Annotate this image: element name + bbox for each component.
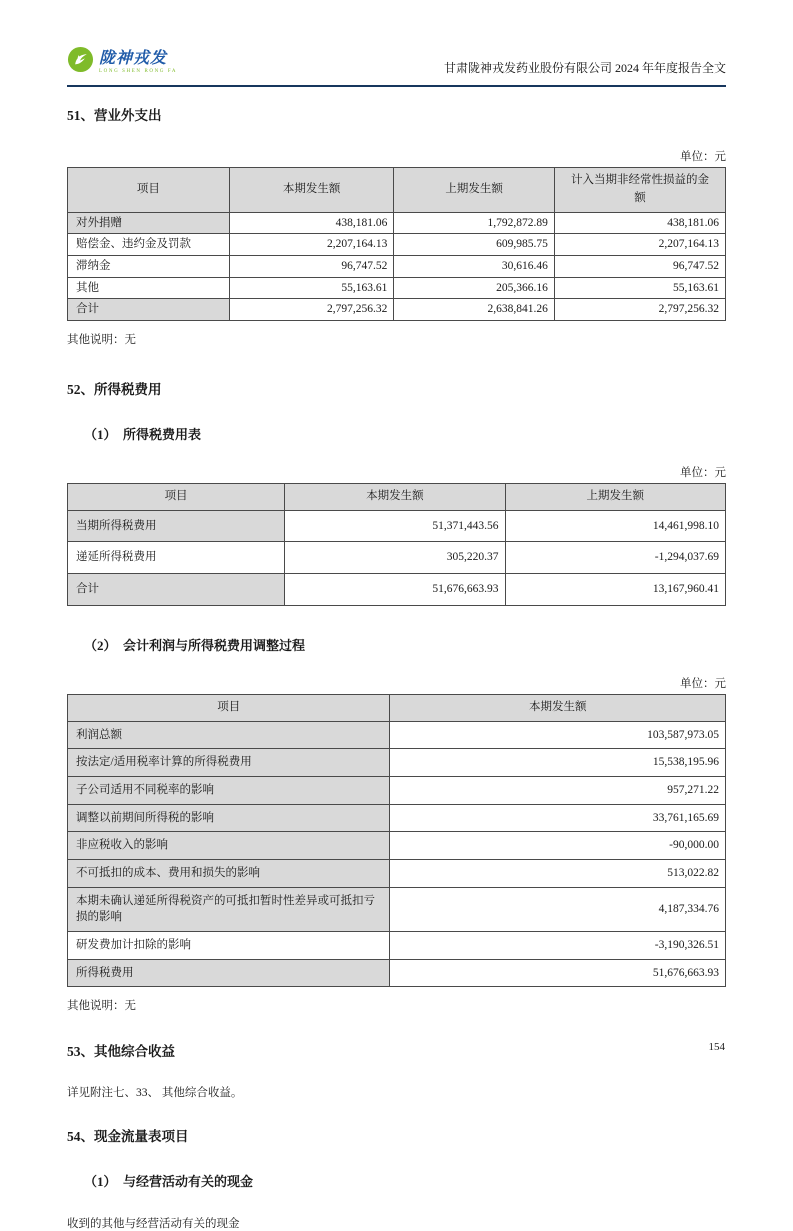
row-value: 15,538,195.96 — [390, 749, 726, 777]
row-value: -1,294,037.69 — [505, 542, 725, 574]
row-value: 55,163.61 — [554, 277, 725, 299]
subsection-52-1-heading: （1） 所得税费用表 — [84, 426, 202, 442]
table-header-row — [68, 483, 726, 510]
row-label: 子公司适用不同税率的影响 — [68, 776, 390, 804]
table-row — [68, 574, 726, 606]
row-value: 2,207,164.13 — [554, 234, 725, 256]
row-value: 51,371,443.56 — [285, 510, 505, 542]
column-header: 本期发生额 — [390, 694, 726, 721]
column-header: 项目 — [68, 694, 390, 721]
column-header: 计入当期非经常性损益的金额 — [554, 168, 725, 213]
row-value: 14,461,998.10 — [505, 510, 725, 542]
row-value: 103,587,973.05 — [390, 721, 726, 749]
unit-label-52-1: 单位：元 — [680, 466, 726, 479]
tax-adjustment-table — [67, 694, 726, 988]
logo-icon — [67, 46, 94, 78]
row-value: 13,167,960.41 — [505, 574, 725, 606]
row-label: 合计 — [68, 299, 230, 321]
row-value: 96,747.52 — [229, 255, 394, 277]
row-label: 不可抵扣的成本、费用和损失的影响 — [68, 859, 390, 887]
row-label: 调整以前期间所得税的影响 — [68, 804, 390, 832]
logo-subtext: LONG SHEN RONG FA — [99, 68, 178, 74]
logo-text-block — [99, 51, 177, 74]
row-value: 438,181.06 — [554, 212, 725, 234]
section-53-heading: 53、其他综合收益 — [67, 1044, 175, 1060]
row-label: 其他 — [68, 277, 230, 299]
income-tax-expense-table — [67, 483, 726, 606]
row-value: 609,985.75 — [394, 234, 555, 256]
row-value: 2,207,164.13 — [229, 234, 394, 256]
page-header — [67, 46, 726, 87]
row-value: 438,181.06 — [229, 212, 394, 234]
column-header: 项目 — [68, 168, 230, 213]
row-value: -90,000.00 — [390, 832, 726, 860]
row-label: 本期未确认递延所得税资产的可抵扣暂时性差异或可抵扣亏损的影响 — [68, 887, 390, 931]
table-row — [68, 255, 726, 277]
row-value: 55,163.61 — [229, 277, 394, 299]
row-label: 对外捐赠 — [68, 212, 230, 234]
row-value: 957,271.22 — [390, 776, 726, 804]
row-label: 赔偿金、违约金及罚款 — [68, 234, 230, 256]
table-row — [68, 510, 726, 542]
company-logo — [67, 46, 177, 78]
column-header: 本期发生额 — [229, 168, 394, 213]
table-row — [68, 749, 726, 777]
section-54-body-text: 收到的其他与经营活动有关的现金 — [67, 1218, 240, 1231]
row-value: 2,797,256.32 — [229, 299, 394, 321]
section-51-heading: 51、营业外支出 — [67, 108, 162, 123]
row-label: 所得税费用 — [68, 959, 390, 987]
table-row — [68, 832, 726, 860]
column-header: 本期发生额 — [285, 483, 505, 510]
table-row — [68, 859, 726, 887]
page-number: 154 — [708, 1041, 725, 1053]
table-row — [68, 959, 726, 987]
table-row — [68, 721, 726, 749]
table-row — [68, 277, 726, 299]
table-row — [68, 804, 726, 832]
subsection-54-1-heading: （1） 与经营活动有关的现金 — [84, 1174, 254, 1190]
table-row — [68, 234, 726, 256]
row-value: 33,761,165.69 — [390, 804, 726, 832]
row-value: 1,792,872.89 — [394, 212, 555, 234]
column-header: 项目 — [68, 483, 285, 510]
table-row — [68, 932, 726, 960]
table-row — [68, 776, 726, 804]
section-52-heading: 52、所得税费用 — [67, 381, 162, 397]
section-54-heading: 54、现金流量表项目 — [67, 1129, 189, 1145]
row-value: -3,190,326.51 — [390, 932, 726, 960]
row-value: 51,676,663.93 — [285, 574, 505, 606]
row-value: 2,638,841.26 — [394, 299, 555, 321]
row-value: 305,220.37 — [285, 542, 505, 574]
row-label: 按法定/适用税率计算的所得税费用 — [68, 749, 390, 777]
other-note-52: 其他说明：无 — [67, 1000, 136, 1013]
row-value: 2,797,256.32 — [554, 299, 725, 321]
column-header: 上期发生额 — [505, 483, 725, 510]
table-row — [68, 299, 726, 321]
row-label: 递延所得税费用 — [68, 542, 285, 574]
table-row — [68, 887, 726, 931]
table-header-row — [68, 168, 726, 213]
unit-label-51: 单位：元 — [680, 151, 726, 163]
row-label: 合计 — [68, 574, 285, 606]
row-value: 4,187,334.76 — [390, 887, 726, 931]
row-label: 非应税收入的影响 — [68, 832, 390, 860]
row-value: 96,747.52 — [554, 255, 725, 277]
row-value: 513,022.82 — [390, 859, 726, 887]
row-label: 研发费加计扣除的影响 — [68, 932, 390, 960]
row-label: 滞纳金 — [68, 255, 230, 277]
document-title: 甘肃陇神戎发药业股份有限公司 2024 年年度报告全文 — [443, 61, 726, 75]
table-row — [68, 542, 726, 574]
row-value: 205,366.16 — [394, 277, 555, 299]
other-note-51: 其他说明：无 — [67, 333, 136, 346]
row-value: 51,676,663.93 — [390, 959, 726, 987]
table-row — [68, 212, 726, 234]
non-operating-expense-table — [67, 167, 726, 321]
row-label: 利润总额 — [68, 721, 390, 749]
subsection-52-2-heading: （2） 会计利润与所得税费用调整过程 — [84, 637, 306, 653]
table-header-row — [68, 694, 726, 721]
unit-label-52-2: 单位：元 — [680, 677, 726, 690]
logo-text: 陇神戎发 — [99, 49, 168, 67]
row-value: 30,616.46 — [394, 255, 555, 277]
section-53-reference-text: 详见附注七、33、 其他综合收益。 — [67, 1087, 243, 1100]
column-header: 上期发生额 — [394, 168, 555, 213]
row-label: 当期所得税费用 — [68, 510, 285, 542]
